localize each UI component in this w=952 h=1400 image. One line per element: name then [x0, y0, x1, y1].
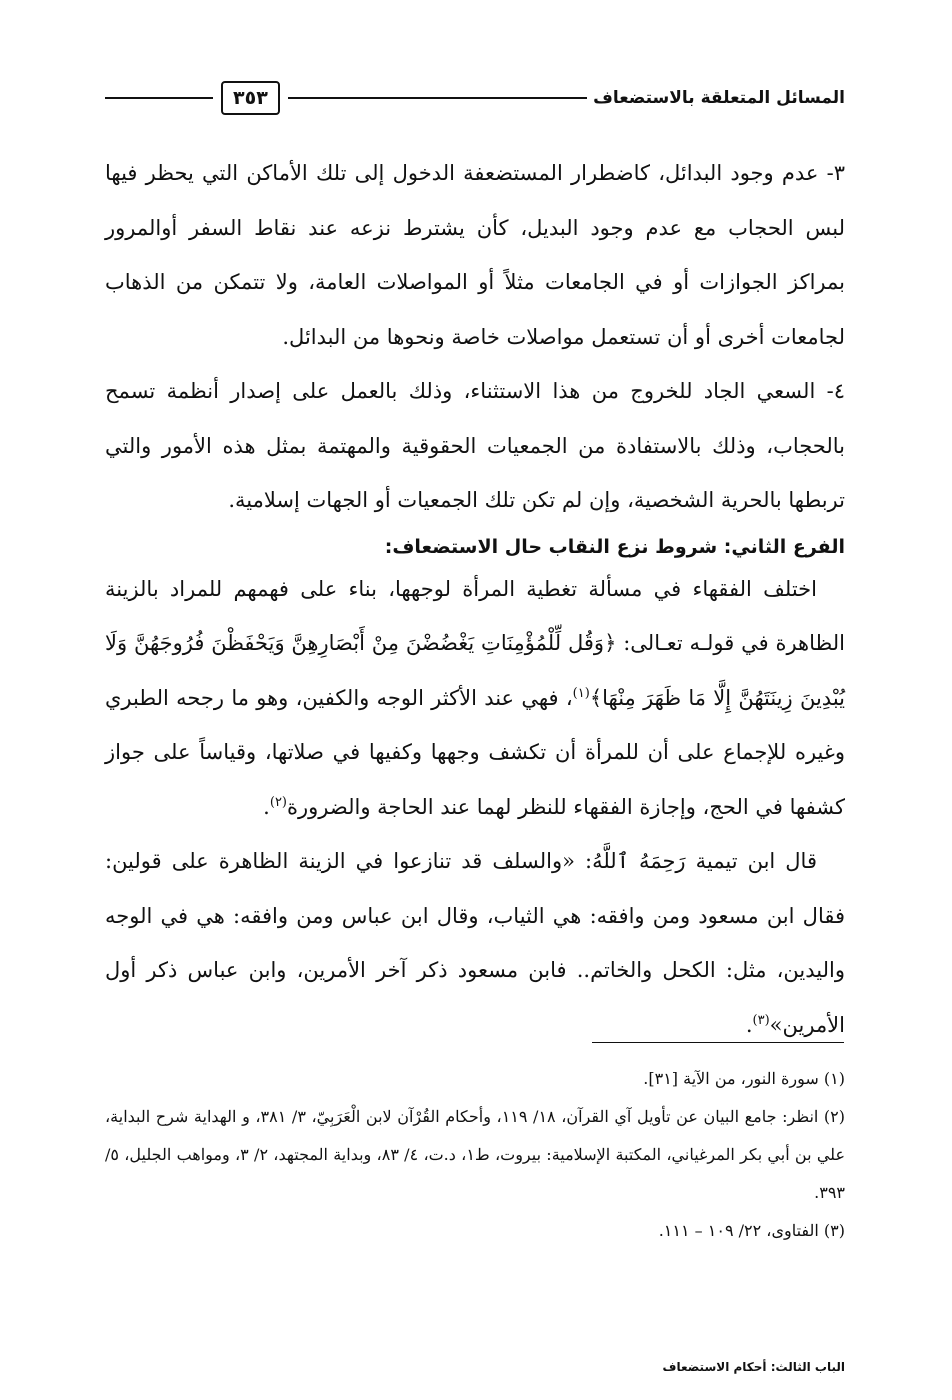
- page-footer: الباب الثالث: أحكام الاستضعاف: [662, 1360, 845, 1374]
- paragraph-text: قال ابن تيمية رَحِمَهُ ٱللَّهُ: «والسلف قد تنازعوا في الزينة الظاهرة على قولين: فقال ابن مسعود ومن وافقه: هي الثياب، وقال ابن عباس ومن وافقه: هي في الوجه واليدين، مثل: الكحل والخاتم.. فابن مسعود ذكر آخر الأمرين، وابن عباس ذكر أول الأمرين»: [105, 849, 845, 1037]
- paragraph-text: اختلف الفقهاء في مسألة تغطية المرأة لوجهها، بناء على فهمهم للمراد بالزينة الظاهرة في قولـه تعـالى:: [105, 576, 845, 655]
- quran-verse: ﴿وَقُل لِّلْمُؤْمِنَاتِ يَغْضُضْنَ مِنْ أَبْصَارِهِنَّ وَيَحْفَظْنَ فُرُوجَهُنَّ وَلَا يُبْدِينَ زِينَتَهُنَّ إِلَّا مَا ظَهَرَ مِنْهَا﴾: [105, 631, 845, 710]
- footnote-ref-2[interactable]: (٢): [269, 794, 287, 810]
- footnotes: [105, 1060, 845, 1250]
- paragraph-text: ، فهي عند الأكثر الوجه والكفين، وهو ما رجحه الطبري وغيره للإجماع على أن للمرأة أن تكشف وجهها وكفيها في صلاتها، وقياساً على جواز كشفها في الحج، وإجازة الفقهاء للنظر لهما عند الحاجة والضرورة: [105, 685, 845, 819]
- running-title: المسائل المتعلقة بالاستضعاف: [593, 88, 845, 108]
- page-number: ٣٥٣: [221, 81, 280, 115]
- footnote-ref-1[interactable]: (١): [572, 685, 590, 701]
- footnote-3: (٣) الفتاوى، ٢٢/ ١٠٩ – ١١١.: [658, 1221, 845, 1240]
- header-rule-left: [105, 97, 213, 99]
- paragraph-condition-3: ٣- عدم وجود البدائل، كاضطرار المستضعفة الدخول إلى تلك الأماكن التي يحظر فيها لبس الحجاب مع عدم وجود البديل، كأن يشترط نزعه عند نقاط السفر أوالمرور بمراكز الجوازات أو في الجامعات مثلاً أو المواصلات العامة، ولا تتمكن من الذهاب لجامعات أخرى أو أن تستعمل مواصلات خاصة ونحوها من البدائل.: [105, 161, 845, 349]
- footnote-ref-3[interactable]: (٣): [752, 1012, 770, 1028]
- section-heading: الفرع الثاني: شروط نزع النقاب حال الاستضعاف:: [384, 535, 845, 558]
- main-text: [105, 146, 845, 1052]
- footnote-1: (١) سورة النور، من الآية [٣١].: [643, 1069, 845, 1088]
- paragraph-text: .: [745, 1012, 753, 1037]
- paragraph-text: .: [263, 794, 270, 819]
- page-header: [105, 78, 845, 118]
- header-rule-right: [288, 97, 587, 99]
- paragraph-condition-4: ٤- السعي الجاد للخروج من هذا الاستثناء، وذلك بالعمل على إصدار أنظمة تسمح بالحجاب، وذلك بالاستفادة من الجمعيات الحقوقية والمهتمة بمثل هذه الأمور والتي تربطها بالحرية الشخصية، وإن لم تكن تلك الجمعيات أو الجهات إسلامية.: [105, 379, 845, 512]
- footnote-separator: [592, 1042, 844, 1043]
- paragraph-scholars-differ: [105, 562, 845, 835]
- footnote-2: (٢) انظر: جامع البيان عن تأويل آي القرآن، ١٨/ ١١٩، وأحكام القُرْآن لابن الْعَرَبِيّ، ٣/ ٣٨١، و الهداية شرح البداية، علي بن أبي بكر المرغياني، المكتبة الإسلامية: بيروت، ط١، د.ت، ٤/ ٨٣، وبداية المجتهد، ٢/ ٣، ومواهب الجليل، ٥/ ٣٩٣.: [105, 1107, 846, 1202]
- paragraph-ibn-taymiyyah: [105, 834, 845, 1052]
